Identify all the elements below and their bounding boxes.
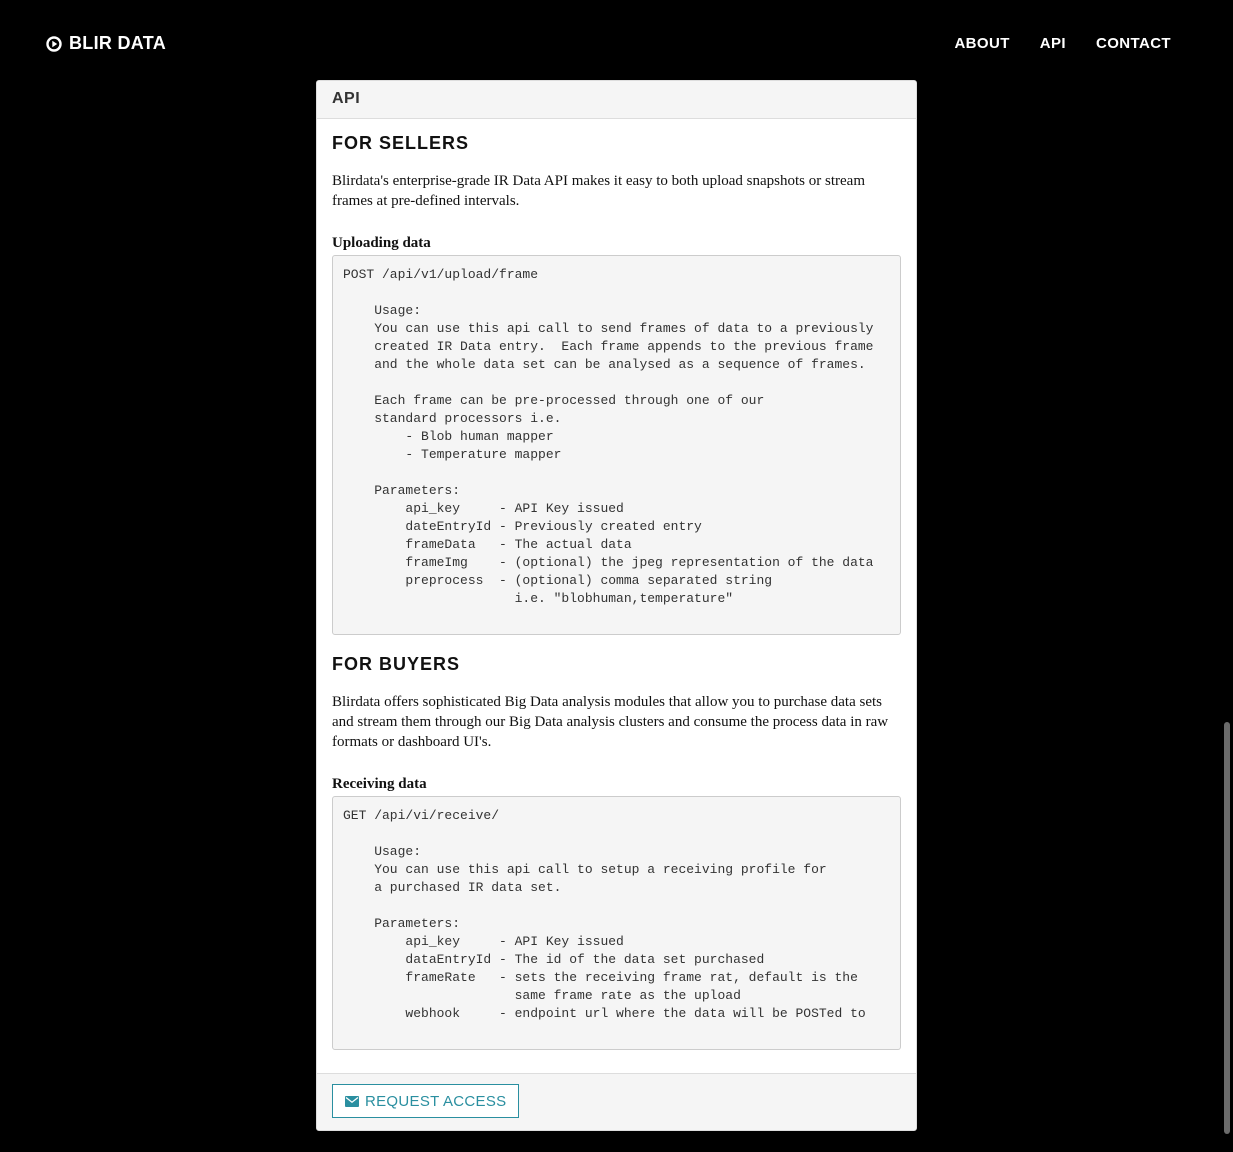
sellers-title: FOR SELLERS [332,133,470,153]
request-access-button[interactable] [332,1084,519,1118]
sellers-description: Blirdata's enterprise-grade IR Data API makes it easy to both upload snapshots or stream frames at pre-defined intervals. [332,173,865,209]
panel-footer [317,1073,916,1130]
api-panel [316,80,917,1131]
buyers-title: FOR BUYERS [332,654,461,674]
nav-item-about[interactable]: ABOUT [954,35,1010,52]
request-access-label: REQUEST ACCESS [365,1092,507,1110]
brand-name: BLIR DATA [69,33,167,53]
upload-code-block: POST /api/v1/upload/frame Usage: You can use this api call to send frames of data to a previously created IR Data entry. Each frame appends to the previous frame and the whole data set can be analysed as a sequence of frames. Each frame can be pre-processed through one of our standard processors i.e. - Blob human mapper - Temperature mapper Parameters: api_key - API Key issued dateEntryId - Previously created entry frameData - The actual data frameImg - (optional) the jpeg representation of the data preprocess - (optional) comma separated string i.e. "blobhuman,temperature" [332,255,901,635]
panel-heading: API [317,81,916,119]
nav-item-contact[interactable]: CONTACT [1095,35,1171,52]
brand-logo[interactable] [46,33,166,54]
scrollbar-thumb[interactable] [1224,722,1230,1134]
top-nav [954,35,1171,52]
receiving-data-subheading: Receiving data [332,776,427,792]
envelope-icon [345,1096,359,1107]
uploading-data-subheading: Uploading data [332,235,431,251]
nav-item-api[interactable]: API [1039,35,1066,52]
play-circle-icon [46,36,62,52]
panel-body [317,132,916,1050]
buyers-description: Blirdata offers sophisticated Big Data analysis modules that allow you to purchase data sets and stream them through our Big Data analysis clusters and consume the process data in raw formats or dashboard UI's. [332,694,889,750]
receive-code-block: GET /api/vi/receive/ Usage: You can use this api call to setup a receiving profile for a purchased IR data set. Parameters: api_key - API Key issued dataEntryId - The id of the data set purchased frameRate - sets the receiving frame rat, default is the same frame rate as the upload webhook - endpoint url where the data will be POSTed to [332,796,901,1050]
